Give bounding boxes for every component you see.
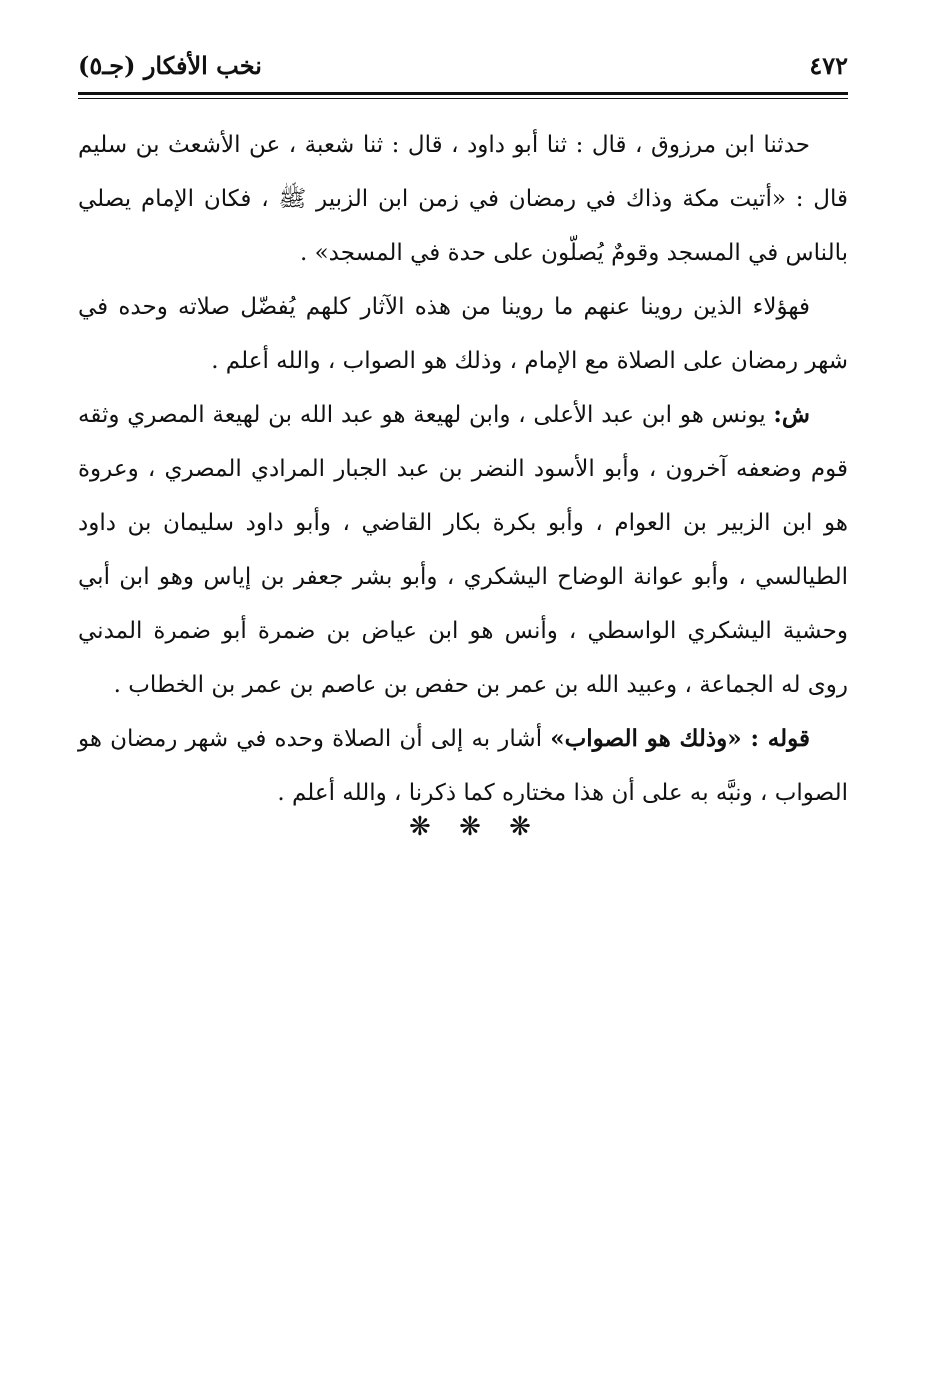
header-rule-thick (78, 92, 848, 95)
book-title: نخب الأفكار (جـ٥) (78, 51, 262, 80)
section-separator: ❋ ❋ ❋ (409, 812, 541, 842)
quoted-phrase: قوله : «وذلك هو الصواب» (550, 725, 810, 752)
paragraph-text: فهؤلاء الذين روينا عنهم ما روينا من هذه الآثار كلهم يُفضّل صلاته وحده في شهر رمضان على الصلاة مع الإمام ، وذلك هو الصواب ، والله أعلم . (78, 294, 848, 374)
paragraph-commentary (78, 388, 848, 712)
paragraph-text: حدثنا ابن مرزوق ، قال : ثنا أبو داود ، قال : ثنا شعبة ، عن الأشعث بن سليم قال : «أتيت مكة وذاك في رمضان في زمن ابن الزبير ﷺ ، فكان الإمام يصلي بالناس في المسجد وقومٌ يُصلّون على حدة في المسجد» . (78, 132, 848, 266)
running-header (78, 50, 848, 86)
commentary-lead: ش: (773, 401, 810, 428)
body-text (78, 118, 848, 820)
page-number: ٤٧٢ (809, 51, 848, 80)
paragraph-explanation (78, 712, 848, 820)
paragraph-text: أشار به إلى أن الصلاة وحده في شهر رمضان هو الصواب ، ونبَّه به على أن هذا مختاره كما ذكرنا ، والله أعلم . (78, 726, 848, 806)
paragraph-conclusion (78, 280, 848, 388)
paragraph-hadith (78, 118, 848, 280)
header-rule-thin (78, 98, 848, 99)
paragraph-text: يونس هو ابن عبد الأعلى ، وابن لهيعة هو عبد الله بن لهيعة المصري وثقه قوم وضعفه آخرون ، وأبو الأسود النضر بن عبد الجبار المرادي المصري ، وعروة هو ابن الزبير بن العوام ، وأبو بكرة بكار القاضي ، وأبو داود سليمان بن داود الطيالسي ، وأبو عوانة الوضاح اليشكري ، وأبو بشر جعفر بن إياس وهو ابن أبي وحشية اليشكري الواسطي ، وأنس هو ابن عياض بن ضمرة أبو ضمرة المدني روى له الجماعة ، وعبيد الله بن عمر بن حفص بن عاصم بن عمر بن الخطاب . (78, 402, 848, 698)
